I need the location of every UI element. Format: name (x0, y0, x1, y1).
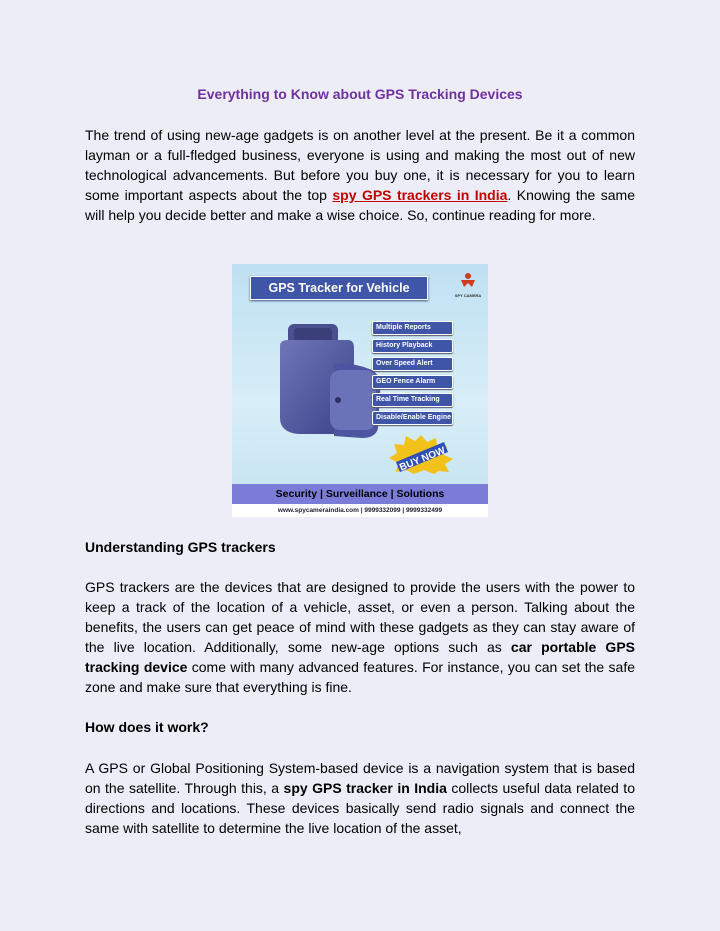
logo-person-icon (459, 272, 477, 288)
feature-real-time-tracking: Real Time Tracking (372, 393, 453, 407)
section2-paragraph (85, 758, 635, 838)
section1-paragraph (85, 577, 635, 697)
ad-tagline: Security | Surveillance | Solutions (232, 484, 488, 504)
buy-now-text: BUY NOW (398, 445, 447, 474)
gps-tracker-ad-image (232, 264, 488, 517)
spy-camera-logo (454, 272, 482, 298)
intro-paragraph (85, 125, 635, 225)
section-heading-understanding: Understanding GPS trackers (85, 539, 276, 555)
logo-text: SPY CAMERA (454, 293, 482, 298)
section1-bold-term: car portable GPS tracking device (85, 639, 635, 675)
feature-multiple-reports: Multiple Reports (372, 321, 453, 335)
spy-gps-trackers-link[interactable]: spy GPS trackers in India (332, 187, 508, 203)
section1-text-2: come with many advanced features. For instance, you can set the safe zone and make sure that everything is fine. (85, 659, 635, 695)
feature-disable-enable-engine: Disable/Enable Engine (372, 411, 453, 425)
page-title: Everything to Know about GPS Tracking Devices (197, 86, 523, 102)
ad-contact: www.spycameraindia.com | 9999332099 | 9999332499 (232, 504, 488, 517)
section2-text-1: A GPS or Global Positioning System-based device is a navigation system that is based on the satellite. Through this, a (85, 760, 635, 796)
ad-title: GPS Tracker for Vehicle (250, 276, 428, 300)
buy-now-badge (384, 434, 458, 474)
feature-history-playback: History Playback (372, 339, 453, 353)
section2-text-2: collects useful data related to directions and locations. These devices basically send radio signals and connect the same with satellite to determine the live location of the asset, (85, 780, 635, 836)
intro-text-2: . Knowing the same will help you decide better and make a wise choice. So, continue reading for more. (85, 187, 635, 223)
section1-text-1: GPS trackers are the devices that are designed to provide the users with the power to keep a track of the location of a vehicle, asset, or even a person. Talking about the benefits, the users can get peace of mind with these gadgets as they can stay aware of the live location. Additionally, some new-age options such as (85, 579, 635, 655)
section2-bold-term: spy GPS tracker in India (283, 780, 447, 796)
intro-text-1: The trend of using new-age gadgets is on another level at the present. Be it a common layman or a full-fledged business, everyone is using and making the most out of new technological advancements. But before you buy one, it is necessary for you to learn some important aspects about the top (85, 127, 635, 203)
section-heading-how-it-works: How does it work? (85, 719, 209, 735)
feature-over-speed-alert: Over Speed Alert (372, 357, 453, 371)
feature-geo-fence-alarm: GEO Fence Alarm (372, 375, 453, 389)
